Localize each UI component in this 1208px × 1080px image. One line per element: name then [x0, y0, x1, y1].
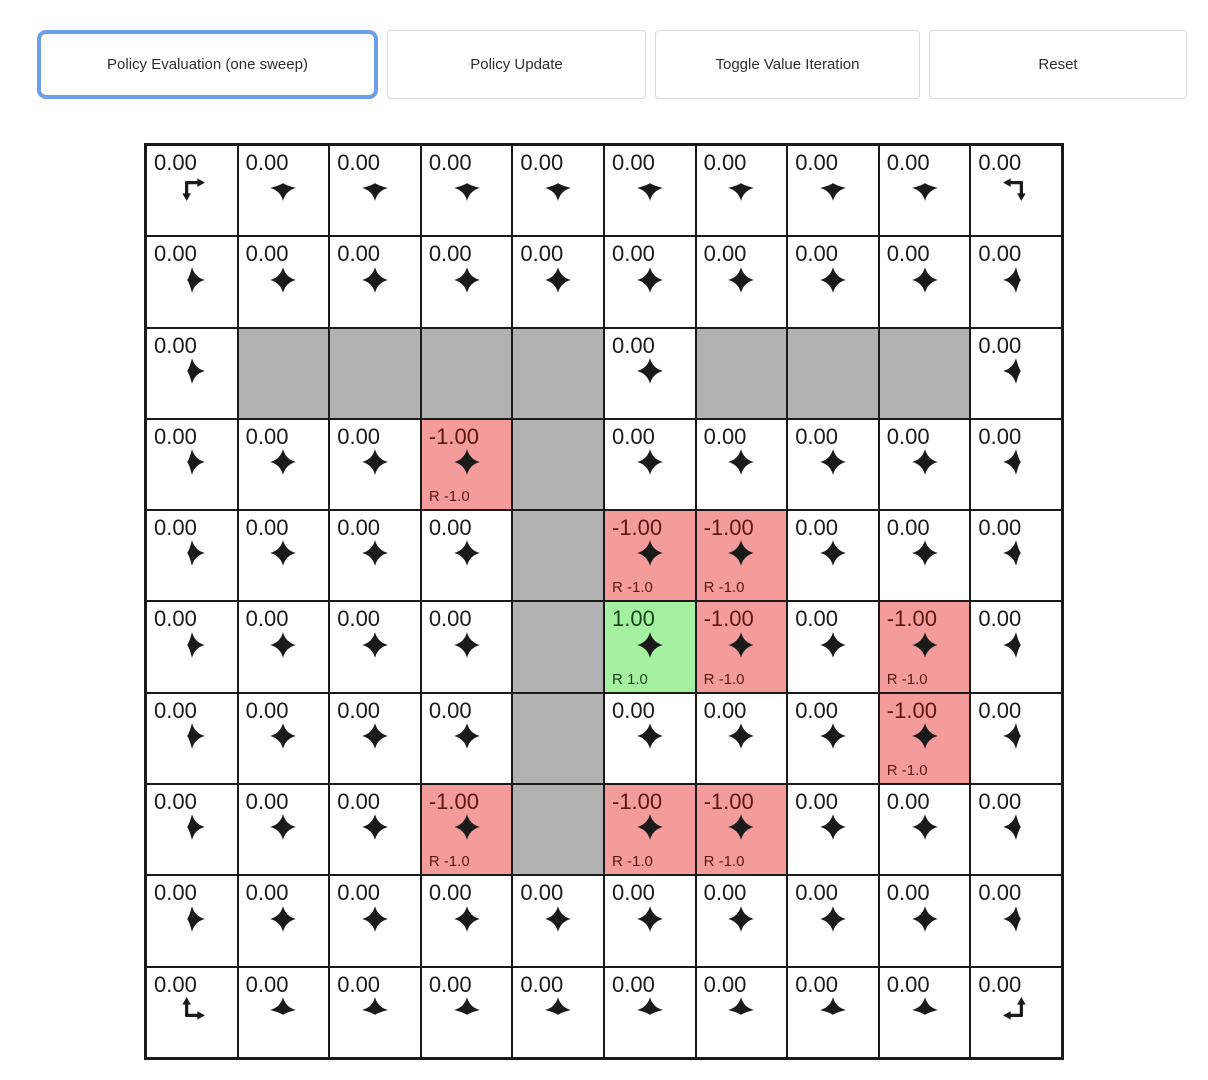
- cell-value: 0.00: [978, 515, 1022, 541]
- cell-value: 0.00: [245, 971, 289, 997]
- grid-cell: [421, 693, 513, 784]
- wall-cell: [879, 328, 971, 419]
- cell-value: 0.00: [886, 971, 930, 997]
- cell-value: 0.00: [154, 150, 197, 175]
- grid-cell: [329, 510, 421, 601]
- policy-arrows-icon: [147, 538, 237, 568]
- grid-cell: [329, 145, 421, 236]
- cell-value: 0.00: [428, 241, 472, 267]
- cell-value: -1.00: [428, 423, 479, 449]
- cell-value: 0.00: [612, 423, 655, 449]
- grid-cell: [512, 967, 604, 1058]
- cell-value: -1.00: [886, 606, 937, 632]
- policy-arrows-icon: [147, 447, 237, 477]
- cell-value: 0.00: [337, 606, 381, 632]
- policy-arrows-icon: [147, 812, 237, 842]
- cell-value: 0.00: [154, 697, 197, 723]
- grid-cell: [696, 510, 788, 601]
- cell-reward-label: R -1.0: [886, 762, 928, 780]
- policy-arrows-icon: [605, 630, 695, 660]
- reset-button[interactable]: Reset: [929, 30, 1187, 99]
- grid-cell: [970, 510, 1062, 601]
- cell-value: 0.00: [886, 423, 930, 449]
- grid-cell: [146, 693, 238, 784]
- policy-arrows-icon: [880, 173, 970, 203]
- grid-cell: [329, 236, 421, 327]
- grid-cell: [238, 510, 330, 601]
- grid-cell: [604, 967, 696, 1058]
- policy-arrows-icon: [971, 447, 1061, 477]
- wall-cell: [787, 328, 879, 419]
- policy-arrows-icon: [971, 630, 1061, 660]
- grid-cell: [146, 967, 238, 1058]
- policy-arrows-icon: [422, 630, 512, 660]
- policy-arrows-icon: [147, 904, 237, 934]
- grid-cell: [787, 510, 879, 601]
- cell-value: 0.00: [703, 880, 747, 906]
- cell-value: 0.00: [795, 423, 839, 449]
- grid-cell: [421, 875, 513, 966]
- cell-value: 0.00: [978, 971, 1022, 997]
- policy-arrows-icon: [239, 173, 329, 203]
- cell-value: 0.00: [154, 332, 197, 358]
- cell-value: 0.00: [245, 150, 289, 175]
- grid-cell: [879, 601, 971, 692]
- cell-value: 0.00: [795, 789, 839, 815]
- cell-value: 0.00: [428, 880, 472, 906]
- cell-value: 0.00: [154, 971, 197, 997]
- grid-cell: [604, 875, 696, 966]
- policy-arrows-icon: [239, 721, 329, 751]
- policy-arrows-icon: [697, 538, 787, 568]
- policy-evaluation-button[interactable]: Policy Evaluation (one sweep): [37, 30, 378, 99]
- grid-cell: [879, 967, 971, 1058]
- cell-value: 0.00: [978, 606, 1022, 632]
- grid-cell: [238, 419, 330, 510]
- policy-arrows-icon: [239, 995, 329, 1025]
- cell-value: 0.00: [428, 606, 472, 632]
- wall-cell: [512, 784, 604, 875]
- policy-arrows-icon: [605, 265, 695, 295]
- policy-arrows-icon: [605, 995, 695, 1025]
- policy-arrows-icon: [697, 812, 787, 842]
- policy-arrows-icon: [330, 173, 420, 203]
- policy-arrows-icon: [147, 356, 237, 386]
- wall-cell: [512, 601, 604, 692]
- grid-cell: [879, 693, 971, 784]
- policy-arrows-icon: [239, 265, 329, 295]
- cell-value: 0.00: [154, 880, 197, 906]
- cell-value: 0.00: [978, 789, 1022, 815]
- policy-arrows-icon: [330, 812, 420, 842]
- grid-cell: [787, 236, 879, 327]
- grid-cell: [879, 784, 971, 875]
- grid-cell: [696, 601, 788, 692]
- cell-value: 0.00: [154, 606, 197, 632]
- cell-value: -1.00: [886, 697, 937, 723]
- cell-value: -1.00: [703, 606, 754, 632]
- grid-cell: [970, 875, 1062, 966]
- cell-value: 0.00: [703, 150, 747, 175]
- grid-cell: [238, 693, 330, 784]
- cell-value: 0.00: [795, 241, 839, 267]
- grid-cell: [146, 510, 238, 601]
- grid-cell: [604, 145, 696, 236]
- grid-cell: [787, 967, 879, 1058]
- grid-cell: [696, 967, 788, 1058]
- cell-value: 0.00: [154, 515, 197, 541]
- cell-value: 0.00: [886, 241, 930, 267]
- cell-value: 0.00: [245, 515, 289, 541]
- cell-value: 0.00: [612, 150, 655, 175]
- cell-value: 0.00: [245, 423, 289, 449]
- cell-reward-label: R -1.0: [703, 670, 745, 688]
- policy-arrows-icon: [605, 447, 695, 477]
- grid-cell: [696, 693, 788, 784]
- policy-update-button[interactable]: Policy Update: [387, 30, 646, 99]
- policy-arrows-icon: [147, 173, 237, 203]
- wall-cell: [329, 328, 421, 419]
- grid-cell: [787, 693, 879, 784]
- policy-arrows-icon: [788, 995, 878, 1025]
- grid-cell: [329, 601, 421, 692]
- grid-cell: [879, 875, 971, 966]
- cell-value: 0.00: [978, 241, 1022, 267]
- cell-value: 0.00: [245, 241, 289, 267]
- grid-cell: [238, 601, 330, 692]
- policy-arrows-icon: [330, 721, 420, 751]
- policy-arrows-icon: [330, 265, 420, 295]
- cell-value: 0.00: [703, 423, 747, 449]
- cell-value: 0.00: [245, 880, 289, 906]
- policy-arrows-icon: [605, 173, 695, 203]
- policy-arrows-icon: [788, 173, 878, 203]
- cell-value: 0.00: [520, 971, 564, 997]
- policy-arrows-icon: [422, 173, 512, 203]
- grid-cell: [512, 145, 604, 236]
- policy-arrows-icon: [330, 995, 420, 1025]
- policy-arrows-icon: [880, 995, 970, 1025]
- grid-cell: [970, 236, 1062, 327]
- grid-cell: [970, 601, 1062, 692]
- grid-cell: [238, 145, 330, 236]
- grid-cell: [696, 784, 788, 875]
- policy-arrows-icon: [971, 812, 1061, 842]
- cell-value: 0.00: [428, 697, 472, 723]
- cell-value: 0.00: [978, 697, 1022, 723]
- grid-cell: [879, 419, 971, 510]
- grid-cell: [787, 145, 879, 236]
- wall-cell: [512, 693, 604, 784]
- cell-value: 0.00: [428, 150, 472, 175]
- cell-reward-label: R 1.0: [612, 670, 648, 688]
- policy-arrows-icon: [422, 265, 512, 295]
- grid-cell: [421, 967, 513, 1058]
- policy-arrows-icon: [330, 538, 420, 568]
- cell-value: -1.00: [612, 515, 663, 541]
- cell-value: 0.00: [520, 880, 564, 906]
- grid-cell: [146, 236, 238, 327]
- grid-cell: [696, 419, 788, 510]
- grid-cell: [696, 145, 788, 236]
- policy-arrows-icon: [239, 812, 329, 842]
- cell-value: 0.00: [886, 880, 930, 906]
- cell-reward-label: R -1.0: [703, 579, 745, 597]
- grid-cell: [146, 784, 238, 875]
- cell-reward-label: R -1.0: [886, 670, 928, 688]
- cell-value: 0.00: [795, 606, 839, 632]
- grid-cell: [146, 601, 238, 692]
- grid-cell: [421, 145, 513, 236]
- cell-value: 0.00: [337, 697, 381, 723]
- cell-value: 0.00: [245, 697, 289, 723]
- cell-reward-label: R -1.0: [612, 579, 653, 597]
- grid-cell: [238, 967, 330, 1058]
- grid-cell: [146, 419, 238, 510]
- policy-arrows-icon: [697, 265, 787, 295]
- cell-value: 0.00: [703, 241, 747, 267]
- policy-arrows-icon: [971, 995, 1061, 1025]
- grid-cell: [604, 784, 696, 875]
- policy-arrows-icon: [239, 447, 329, 477]
- policy-arrows-icon: [697, 173, 787, 203]
- cell-value: 0.00: [428, 971, 472, 997]
- grid-cell: [146, 145, 238, 236]
- policy-arrows-icon: [788, 812, 878, 842]
- grid-cell: [696, 875, 788, 966]
- wall-cell: [512, 510, 604, 601]
- grid-cell: [146, 328, 238, 419]
- policy-arrows-icon: [880, 447, 970, 477]
- grid-cell: [329, 419, 421, 510]
- cell-value: 0.00: [886, 150, 930, 175]
- wall-cell: [696, 328, 788, 419]
- cell-value: 0.00: [795, 515, 839, 541]
- policy-arrows-icon: [697, 721, 787, 751]
- grid-cell: [512, 875, 604, 966]
- policy-arrows-icon: [697, 447, 787, 477]
- cell-value: 0.00: [612, 697, 655, 723]
- gridworld-cells: [146, 145, 1062, 1058]
- policy-arrows-icon: [880, 812, 970, 842]
- policy-arrows-icon: [697, 995, 787, 1025]
- cell-value: 1.00: [612, 606, 655, 632]
- cell-value: 0.00: [795, 150, 839, 175]
- grid-cell: [329, 967, 421, 1058]
- wall-cell: [512, 328, 604, 419]
- cell-value: 0.00: [337, 150, 381, 175]
- policy-arrows-icon: [788, 721, 878, 751]
- grid-cell: [329, 693, 421, 784]
- cell-value: 0.00: [612, 241, 655, 267]
- cell-value: 0.00: [703, 971, 747, 997]
- policy-arrows-icon: [880, 904, 970, 934]
- policy-arrows-icon: [513, 995, 603, 1025]
- grid-cell: [604, 601, 696, 692]
- policy-arrows-icon: [605, 356, 695, 386]
- grid-cell: [238, 784, 330, 875]
- cell-value: -1.00: [428, 789, 479, 815]
- cell-value: 0.00: [612, 971, 655, 997]
- cell-value: 0.00: [337, 241, 381, 267]
- grid-cell: [879, 145, 971, 236]
- grid-cell: [421, 419, 513, 510]
- grid-cell: [238, 875, 330, 966]
- cell-value: 0.00: [795, 971, 839, 997]
- cell-reward-label: R -1.0: [428, 853, 470, 871]
- cell-value: -1.00: [703, 789, 754, 815]
- policy-arrows-icon: [239, 904, 329, 934]
- cell-value: 0.00: [795, 880, 839, 906]
- policy-arrows-icon: [971, 721, 1061, 751]
- policy-arrows-icon: [330, 630, 420, 660]
- policy-arrows-icon: [422, 812, 512, 842]
- cell-value: 0.00: [978, 880, 1022, 906]
- cell-value: 0.00: [154, 423, 197, 449]
- cell-value: 0.00: [886, 515, 930, 541]
- policy-arrows-icon: [239, 538, 329, 568]
- policy-arrows-icon: [971, 265, 1061, 295]
- grid-cell: [696, 236, 788, 327]
- policy-arrows-icon: [971, 356, 1061, 386]
- grid-cell: [970, 145, 1062, 236]
- policy-arrows-icon: [788, 265, 878, 295]
- policy-arrows-icon: [147, 995, 237, 1025]
- policy-arrows-icon: [513, 904, 603, 934]
- cell-value: 0.00: [978, 332, 1022, 358]
- grid-cell: [146, 875, 238, 966]
- policy-arrows-icon: [605, 721, 695, 751]
- policy-arrows-icon: [513, 173, 603, 203]
- grid-cell: [238, 236, 330, 327]
- cell-value: 0.00: [337, 423, 381, 449]
- policy-arrows-icon: [422, 721, 512, 751]
- policy-arrows-icon: [697, 630, 787, 660]
- policy-arrows-icon: [880, 630, 970, 660]
- grid-cell: [970, 419, 1062, 510]
- grid-cell: [604, 510, 696, 601]
- cell-value: 0.00: [245, 789, 289, 815]
- policy-arrows-icon: [605, 904, 695, 934]
- policy-arrows-icon: [422, 904, 512, 934]
- gridworld: [144, 143, 1064, 1060]
- cell-value: 0.00: [795, 697, 839, 723]
- grid-cell: [970, 693, 1062, 784]
- policy-arrows-icon: [422, 538, 512, 568]
- grid-cell: [787, 784, 879, 875]
- cell-value: 0.00: [337, 971, 381, 997]
- cell-value: 0.00: [978, 150, 1022, 175]
- policy-arrows-icon: [513, 265, 603, 295]
- policy-arrows-icon: [422, 447, 512, 477]
- cell-reward-label: R -1.0: [612, 853, 653, 871]
- grid-cell: [879, 236, 971, 327]
- policy-arrows-icon: [605, 538, 695, 568]
- policy-arrows-icon: [788, 630, 878, 660]
- grid-cell: [604, 236, 696, 327]
- grid-cell: [421, 510, 513, 601]
- grid-cell: [604, 693, 696, 784]
- wall-cell: [238, 328, 330, 419]
- policy-arrows-icon: [880, 721, 970, 751]
- policy-arrows-icon: [971, 538, 1061, 568]
- grid-cell: [421, 601, 513, 692]
- grid-cell: [329, 784, 421, 875]
- cell-value: 0.00: [337, 880, 381, 906]
- policy-arrows-icon: [330, 447, 420, 477]
- grid-cell: [787, 601, 879, 692]
- grid-cell: [421, 784, 513, 875]
- wall-cell: [421, 328, 513, 419]
- cell-value: -1.00: [703, 515, 754, 541]
- grid-cell: [787, 419, 879, 510]
- grid-cell: [421, 236, 513, 327]
- policy-arrows-icon: [788, 904, 878, 934]
- grid-cell: [970, 967, 1062, 1058]
- policy-arrows-icon: [147, 630, 237, 660]
- policy-arrows-icon: [880, 265, 970, 295]
- policy-arrows-icon: [147, 721, 237, 751]
- grid-cell: [970, 328, 1062, 419]
- cell-value: 0.00: [520, 241, 564, 267]
- cell-value: 0.00: [337, 515, 381, 541]
- cell-value: 0.00: [886, 789, 930, 815]
- policy-arrows-icon: [605, 812, 695, 842]
- cell-reward-label: R -1.0: [428, 488, 470, 506]
- cell-reward-label: R -1.0: [703, 853, 745, 871]
- cell-value: 0.00: [337, 789, 381, 815]
- policy-arrows-icon: [788, 538, 878, 568]
- policy-arrows-icon: [880, 538, 970, 568]
- toggle-value-iteration-button[interactable]: Toggle Value Iteration: [655, 30, 920, 99]
- policy-arrows-icon: [971, 173, 1061, 203]
- cell-value: 0.00: [703, 697, 747, 723]
- wall-cell: [512, 419, 604, 510]
- cell-value: 0.00: [245, 606, 289, 632]
- policy-arrows-icon: [422, 995, 512, 1025]
- policy-arrows-icon: [147, 265, 237, 295]
- policy-arrows-icon: [239, 630, 329, 660]
- policy-arrows-icon: [971, 904, 1061, 934]
- cell-value: 0.00: [428, 515, 472, 541]
- cell-value: -1.00: [612, 789, 663, 815]
- policy-arrows-icon: [330, 904, 420, 934]
- grid-cell: [512, 236, 604, 327]
- grid-cell: [879, 510, 971, 601]
- grid-cell: [970, 784, 1062, 875]
- policy-arrows-icon: [697, 904, 787, 934]
- cell-value: 0.00: [154, 789, 197, 815]
- grid-cell: [787, 875, 879, 966]
- policy-arrows-icon: [788, 447, 878, 477]
- cell-value: 0.00: [520, 150, 564, 175]
- grid-cell: [604, 328, 696, 419]
- cell-value: 0.00: [978, 423, 1022, 449]
- cell-value: 0.00: [612, 880, 655, 906]
- toolbar: [0, 0, 1208, 99]
- grid-cell: [604, 419, 696, 510]
- cell-value: 0.00: [154, 241, 197, 267]
- cell-value: 0.00: [612, 332, 655, 358]
- grid-cell: [329, 875, 421, 966]
